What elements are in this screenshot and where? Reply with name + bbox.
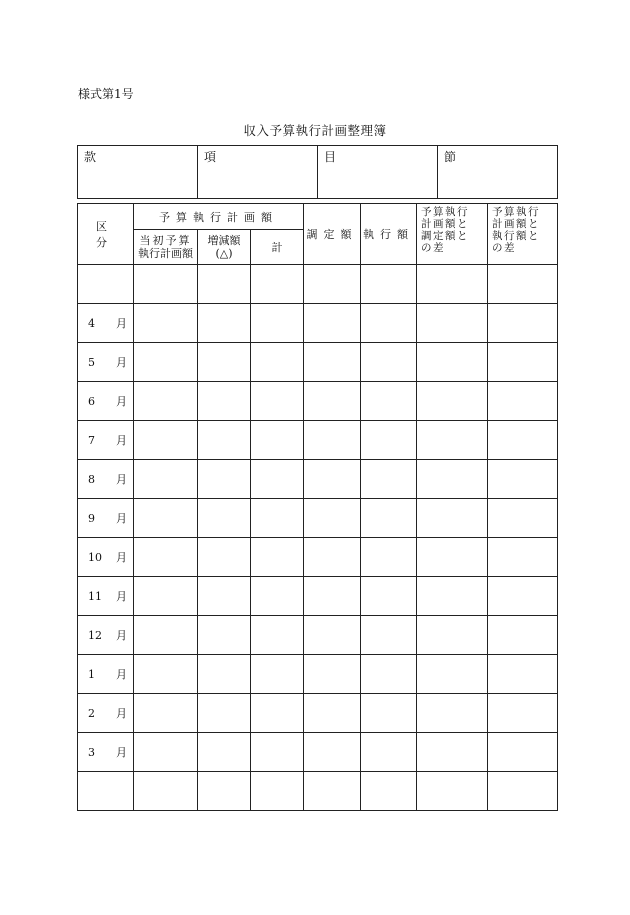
month-unit: 月 xyxy=(116,668,127,681)
diff-executed-header xyxy=(488,204,558,265)
month-unit: 月 xyxy=(116,707,127,720)
month-label-cell xyxy=(78,577,134,616)
month-number: 9 xyxy=(88,512,95,525)
assessed-cell[interactable] xyxy=(304,694,361,733)
total-cell[interactable] xyxy=(251,343,304,382)
total-cell[interactable] xyxy=(251,421,304,460)
month-number: 1 xyxy=(88,668,95,681)
change-line-1: 増減額 xyxy=(207,234,241,247)
diff-executed-cell[interactable] xyxy=(488,733,558,772)
diff-assessed-cell[interactable] xyxy=(417,616,488,655)
initial-plan-cell[interactable] xyxy=(134,577,198,616)
total-cell[interactable] xyxy=(251,616,304,655)
month-unit: 月 xyxy=(116,317,127,330)
month-label-cell xyxy=(78,733,134,772)
month-row xyxy=(78,694,558,733)
diff-assessed-cell[interactable] xyxy=(417,733,488,772)
diff-executed-cell[interactable] xyxy=(488,577,558,616)
total-cell[interactable] xyxy=(251,772,304,811)
executed-cell[interactable] xyxy=(361,343,417,382)
change-cell[interactable] xyxy=(198,577,251,616)
change-cell[interactable] xyxy=(198,499,251,538)
assessed-cell[interactable] xyxy=(304,499,361,538)
initial-plan-cell[interactable] xyxy=(134,265,198,304)
month-number: 11 xyxy=(88,590,102,603)
assessed-cell[interactable] xyxy=(304,538,361,577)
initial-plan-cell[interactable] xyxy=(134,538,198,577)
month-row xyxy=(78,538,558,577)
executed-cell[interactable] xyxy=(361,304,417,343)
change-cell[interactable] xyxy=(198,265,251,304)
month-label-cell xyxy=(78,304,134,343)
diff-assessed-cell[interactable] xyxy=(417,382,488,421)
diff-executed-cell[interactable] xyxy=(488,655,558,694)
assessed-cell[interactable] xyxy=(304,616,361,655)
assessed-cell[interactable] xyxy=(304,577,361,616)
kan-label: 款 xyxy=(84,150,97,164)
initial-plan-cell[interactable] xyxy=(134,382,198,421)
month-label-cell xyxy=(78,499,134,538)
diff-assessed-cell[interactable] xyxy=(417,343,488,382)
change-line-2: (△) xyxy=(215,247,233,260)
assessed-cell[interactable] xyxy=(304,265,361,304)
diff-assessed-cell[interactable] xyxy=(417,694,488,733)
initial-plan-cell[interactable] xyxy=(134,343,198,382)
month-unit: 月 xyxy=(116,629,127,642)
month-number: 12 xyxy=(88,629,102,642)
initial-plan-cell[interactable] xyxy=(134,733,198,772)
assessed-cell[interactable] xyxy=(304,772,361,811)
diff-executed-cell[interactable] xyxy=(488,265,558,304)
month-unit: 月 xyxy=(116,356,127,369)
diff-executed-line-3: 執行額と xyxy=(492,230,540,242)
executed-cell[interactable] xyxy=(361,577,417,616)
diff-assessed-cell[interactable] xyxy=(417,577,488,616)
change-cell[interactable] xyxy=(198,733,251,772)
month-number: 8 xyxy=(88,473,95,486)
change-cell[interactable] xyxy=(198,304,251,343)
month-number: 5 xyxy=(88,356,95,369)
month-number: 4 xyxy=(88,317,95,330)
document-title: 収入予算執行計画整理簿 xyxy=(243,123,387,138)
month-label-cell xyxy=(78,694,134,733)
executed-cell[interactable] xyxy=(361,655,417,694)
diff-executed-cell[interactable] xyxy=(488,421,558,460)
blank-row xyxy=(78,772,558,811)
initial-line-2: 執行計画額 xyxy=(138,247,193,260)
setsu-label: 節 xyxy=(444,150,457,164)
diff-assessed-header xyxy=(417,204,488,265)
diff-assessed-cell[interactable] xyxy=(417,304,488,343)
month-label-cell xyxy=(78,343,134,382)
change-cell[interactable] xyxy=(198,460,251,499)
assessed-cell[interactable] xyxy=(304,460,361,499)
total-cell[interactable] xyxy=(251,733,304,772)
diff-assessed-cell[interactable] xyxy=(417,772,488,811)
change-cell[interactable] xyxy=(198,694,251,733)
month-row xyxy=(78,655,558,694)
month-number: 6 xyxy=(88,395,95,408)
month-number: 2 xyxy=(88,707,95,720)
initial-plan-cell[interactable] xyxy=(134,499,198,538)
total-header: 計 xyxy=(251,230,304,265)
diff-executed-cell[interactable] xyxy=(488,499,558,538)
month-row xyxy=(78,382,558,421)
executed-cell[interactable] xyxy=(361,616,417,655)
blank-row xyxy=(78,265,558,304)
month-row xyxy=(78,304,558,343)
month-unit: 月 xyxy=(116,473,127,486)
month-unit: 月 xyxy=(116,512,127,525)
assessed-cell[interactable] xyxy=(304,655,361,694)
diff-assessed-cell[interactable] xyxy=(417,655,488,694)
month-unit: 月 xyxy=(116,551,127,564)
initial-plan-cell[interactable] xyxy=(134,421,198,460)
account-header-table xyxy=(77,145,558,199)
total-cell[interactable] xyxy=(251,538,304,577)
diff-assessed-cell[interactable] xyxy=(417,499,488,538)
executed-cell[interactable] xyxy=(361,772,417,811)
diff-assessed-line-3: 調定額と xyxy=(421,230,469,242)
diff-assessed-line-1: 予算執行 xyxy=(421,206,469,218)
total-cell[interactable] xyxy=(251,265,304,304)
diff-executed-cell[interactable] xyxy=(488,772,558,811)
setsu-cell[interactable] xyxy=(438,146,558,199)
initial-line-1: 当初予算 xyxy=(139,234,192,247)
executed-cell[interactable] xyxy=(361,538,417,577)
diff-assessed-cell[interactable] xyxy=(417,265,488,304)
diff-assessed-line-4: の差 xyxy=(421,242,445,254)
executed-cell[interactable] xyxy=(361,694,417,733)
assessed-cell[interactable] xyxy=(304,304,361,343)
month-label-cell xyxy=(78,655,134,694)
month-row xyxy=(78,577,558,616)
executed-cell[interactable] xyxy=(361,733,417,772)
change-cell[interactable] xyxy=(198,343,251,382)
diff-executed-cell[interactable] xyxy=(488,460,558,499)
diff-executed-cell[interactable] xyxy=(488,616,558,655)
month-unit: 月 xyxy=(116,434,127,447)
month-number: 3 xyxy=(88,746,95,759)
month-unit: 月 xyxy=(116,395,127,408)
total-cell[interactable] xyxy=(251,694,304,733)
diff-assessed-cell[interactable] xyxy=(417,538,488,577)
month-label-cell xyxy=(78,382,134,421)
month-label-cell xyxy=(78,265,134,304)
initial-plan-cell[interactable] xyxy=(134,460,198,499)
diff-assessed-line-2: 計画額と xyxy=(421,218,469,230)
month-number: 10 xyxy=(88,551,102,564)
diff-executed-line-1: 予算執行 xyxy=(492,206,540,218)
kubun-header: 区 分 xyxy=(78,204,134,265)
diff-executed-line-2: 計画額と xyxy=(492,218,540,230)
kou-cell[interactable] xyxy=(198,146,318,199)
month-label-cell xyxy=(78,460,134,499)
initial-plan-cell[interactable] xyxy=(134,616,198,655)
diff-executed-cell[interactable] xyxy=(488,538,558,577)
initial-plan-cell[interactable] xyxy=(134,694,198,733)
change-cell[interactable] xyxy=(198,382,251,421)
diff-executed-line-4: の差 xyxy=(492,242,516,254)
initial-plan-cell[interactable] xyxy=(134,772,198,811)
total-cell[interactable] xyxy=(251,304,304,343)
diff-assessed-cell[interactable] xyxy=(417,460,488,499)
month-label-cell xyxy=(78,421,134,460)
diff-assessed-cell[interactable] xyxy=(417,421,488,460)
executed-cell[interactable] xyxy=(361,499,417,538)
total-cell[interactable] xyxy=(251,577,304,616)
executed-header: 執行額 xyxy=(361,204,417,265)
total-cell[interactable] xyxy=(251,499,304,538)
budget-plan-table xyxy=(77,203,558,811)
month-label-cell xyxy=(78,538,134,577)
change-cell[interactable] xyxy=(198,772,251,811)
diff-executed-cell[interactable] xyxy=(488,304,558,343)
month-label-cell xyxy=(78,616,134,655)
executed-cell[interactable] xyxy=(361,265,417,304)
month-row xyxy=(78,733,558,772)
diff-executed-cell[interactable] xyxy=(488,694,558,733)
initial-plan-cell[interactable] xyxy=(134,304,198,343)
moku-label: 目 xyxy=(324,150,337,164)
kan-cell[interactable] xyxy=(78,146,198,199)
kou-label: 項 xyxy=(204,150,217,164)
assessed-cell[interactable] xyxy=(304,421,361,460)
change-header xyxy=(198,230,251,265)
total-cell[interactable] xyxy=(251,460,304,499)
month-row xyxy=(78,460,558,499)
executed-cell[interactable] xyxy=(361,460,417,499)
initial-plan-header xyxy=(134,230,198,265)
initial-plan-cell[interactable] xyxy=(134,655,198,694)
month-unit: 月 xyxy=(116,590,127,603)
assessed-cell[interactable] xyxy=(304,733,361,772)
executed-cell[interactable] xyxy=(361,382,417,421)
executed-cell[interactable] xyxy=(361,421,417,460)
month-label-cell xyxy=(78,772,134,811)
month-number: 7 xyxy=(88,434,95,447)
change-cell[interactable] xyxy=(198,538,251,577)
total-cell[interactable] xyxy=(251,655,304,694)
month-row xyxy=(78,421,558,460)
month-unit: 月 xyxy=(116,746,127,759)
total-cell[interactable] xyxy=(251,382,304,421)
change-cell[interactable] xyxy=(198,421,251,460)
assessed-cell[interactable] xyxy=(304,343,361,382)
header-row-1 xyxy=(78,204,558,230)
month-row xyxy=(78,343,558,382)
change-cell[interactable] xyxy=(198,655,251,694)
diff-executed-cell[interactable] xyxy=(488,382,558,421)
assessed-cell[interactable] xyxy=(304,382,361,421)
plan-group-header: 予算執行計画額 xyxy=(134,204,304,230)
moku-cell[interactable] xyxy=(318,146,438,199)
month-row xyxy=(78,616,558,655)
form-number: 様式第1号 xyxy=(78,87,134,101)
change-cell[interactable] xyxy=(198,616,251,655)
diff-executed-cell[interactable] xyxy=(488,343,558,382)
month-row xyxy=(78,499,558,538)
assessed-header: 調定額 xyxy=(304,204,361,265)
